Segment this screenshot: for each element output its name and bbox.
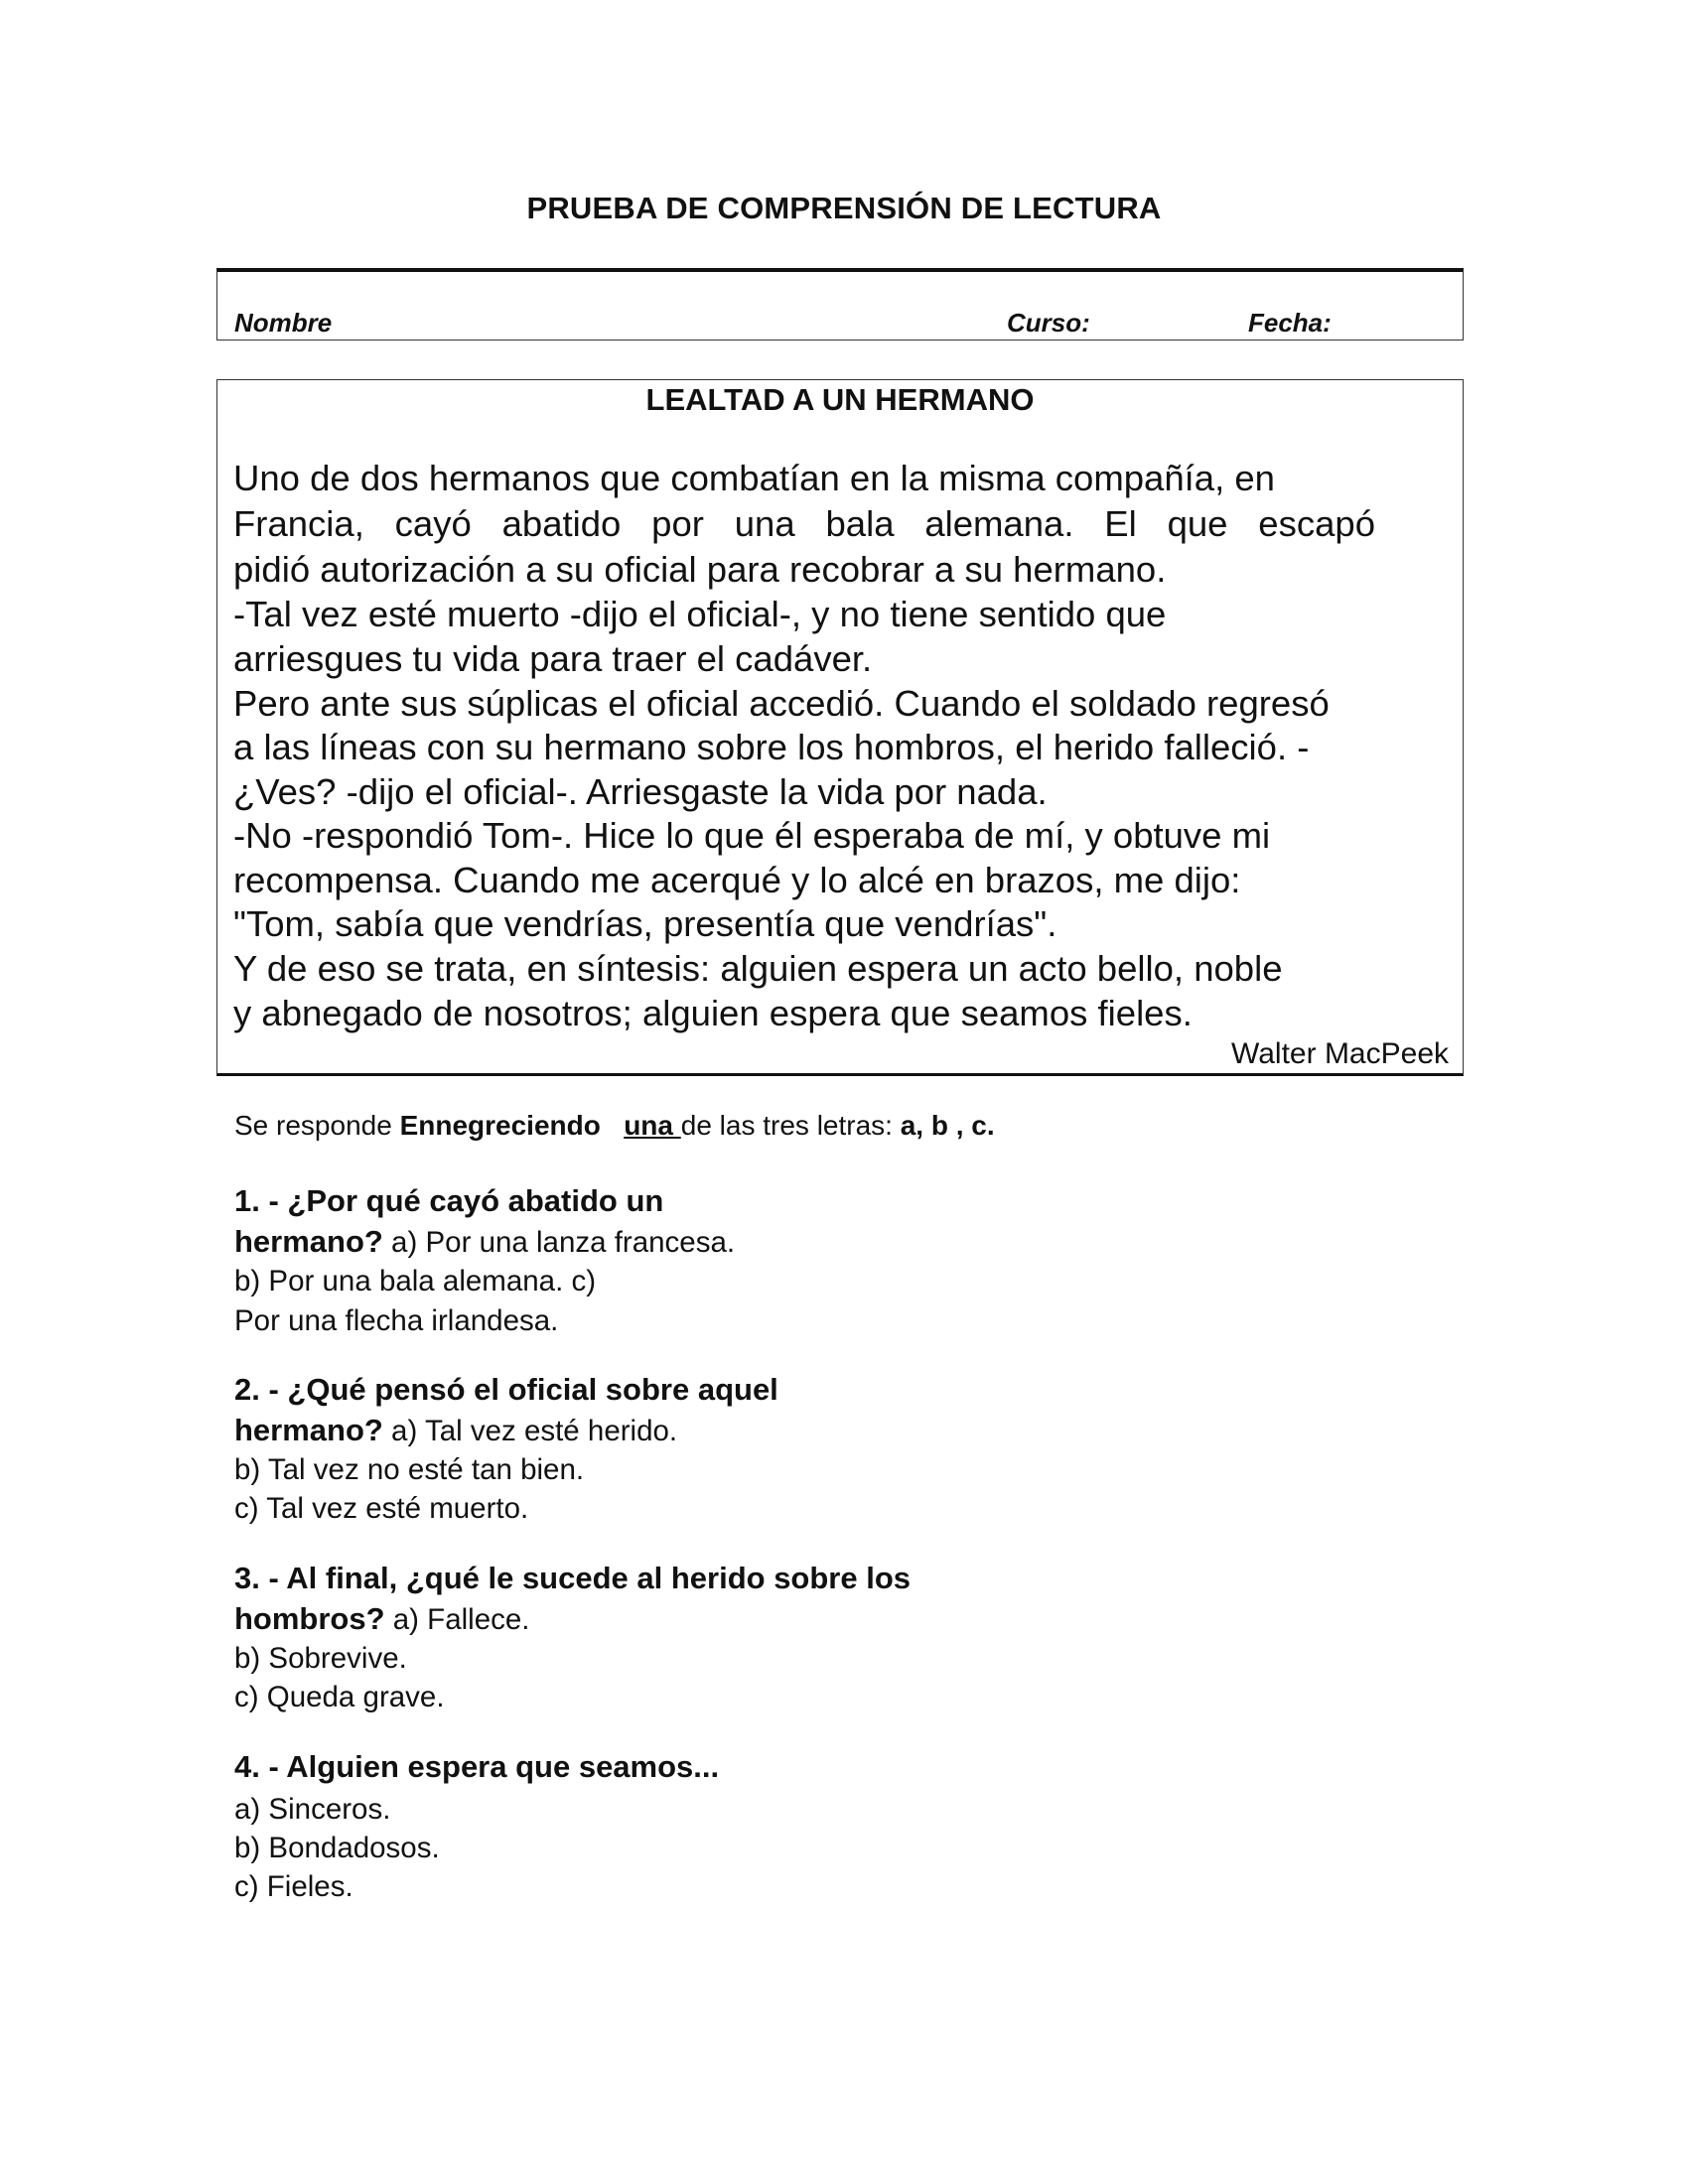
story-line: ¿Ves? -dijo el oficial-. Arriesgaste la vida por nada. xyxy=(233,771,1048,812)
option-a[interactable]: a) Por una lanza francesa. xyxy=(382,1226,736,1259)
story-line: Y de eso se trata, en síntesis: alguien espera un acto bello, noble xyxy=(233,948,1283,989)
option-line[interactable]: b) Por una bala alemana. c) xyxy=(234,1265,597,1297)
story-line: Uno de dos hermanos que combatían en la misma compañía, en xyxy=(233,458,1275,498)
story-line: y abnegado de nosotros; alguien espera que seamos fieles. xyxy=(233,993,1193,1033)
question-3-text: 3. - Al final, ¿qué le sucede al herido sobre los xyxy=(234,1561,912,1595)
instruction-letters: a, b , c. xyxy=(892,1110,995,1141)
nombre-label: Nombre xyxy=(234,308,333,338)
story-line: a las líneas con su hermano sobre los hombros, el herido falleció. - xyxy=(233,727,1310,767)
instructions xyxy=(234,1110,995,1142)
question-2-line xyxy=(234,1413,677,1448)
option-c[interactable]: c) Fieles. xyxy=(234,1870,353,1903)
story-line: -Tal vez esté muerto -dijo el oficial-, y no tiene sentido que xyxy=(233,594,1167,634)
question-3-text: hombros? xyxy=(234,1601,385,1636)
question-3-line xyxy=(234,1601,529,1637)
option-line[interactable]: Por una flecha irlandesa. xyxy=(234,1304,559,1337)
story-line: recompensa. Cuando me acerqué y lo alcé en brazos, me dijo: xyxy=(233,860,1241,900)
question-4-text: 4. - Alguien espera que seamos... xyxy=(234,1749,720,1784)
question-2-text: hermano? xyxy=(234,1413,383,1447)
question-1-line xyxy=(234,1224,735,1260)
instruction-underlined: una xyxy=(624,1110,681,1141)
story-title: LEALTAD A UN HERMANO xyxy=(645,382,1035,417)
fecha-label: Fecha: xyxy=(1248,308,1332,338)
instruction-text: Se responde xyxy=(234,1110,400,1141)
question-1-text: 1. - ¿Por qué cayó abatido un xyxy=(234,1183,664,1218)
option-c[interactable]: c) Tal vez esté muerto. xyxy=(234,1492,529,1525)
option-b[interactable]: b) Tal vez no esté tan bien. xyxy=(234,1453,585,1486)
option-a[interactable]: a) Fallece. xyxy=(384,1603,530,1636)
question-1-line xyxy=(234,1183,663,1219)
option-a[interactable]: a) Sinceros. xyxy=(234,1793,391,1826)
story-line: "Tom, sabía que vendrías, presentía que vendrías". xyxy=(233,903,1057,944)
story-line: Francia, cayó abatido por una bala alemana. El que escapó xyxy=(233,503,1375,544)
question-3-line xyxy=(234,1561,911,1596)
option-b[interactable]: b) Sobrevive. xyxy=(234,1642,407,1675)
story-line: pidió autorización a su oficial para recobrar a su hermano. xyxy=(233,549,1167,590)
student-info-box xyxy=(216,268,1464,341)
question-4-line xyxy=(234,1749,719,1785)
option-a[interactable]: a) Tal vez esté herido. xyxy=(382,1415,678,1447)
question-1-text: hermano? xyxy=(234,1224,383,1259)
story-line: arriesgues tu vida para traer el cadáver. xyxy=(233,638,873,679)
curso-label: Curso: xyxy=(1007,308,1090,338)
page-title: PRUEBA DE COMPRENSIÓN DE LECTURA xyxy=(526,191,1162,225)
story-line: -No -respondió Tom-. Hice lo que él esperaba de mí, y obtuve mi xyxy=(233,815,1271,856)
instruction-text: de las tres letras: xyxy=(680,1110,893,1141)
author: Walter MacPeek xyxy=(1231,1037,1449,1070)
option-b[interactable]: b) Bondadosos. xyxy=(234,1832,440,1864)
option-c[interactable]: c) Queda grave. xyxy=(234,1681,445,1713)
reading-passage-box xyxy=(216,379,1464,1076)
question-2-line xyxy=(234,1372,778,1408)
instruction-bold: Ennegreciendo xyxy=(399,1110,601,1141)
story-line: Pero ante sus súplicas el oficial accedió. Cuando el soldado regresó xyxy=(233,683,1330,724)
question-2-text: 2. - ¿Qué pensó el oficial sobre aquel xyxy=(234,1372,778,1407)
